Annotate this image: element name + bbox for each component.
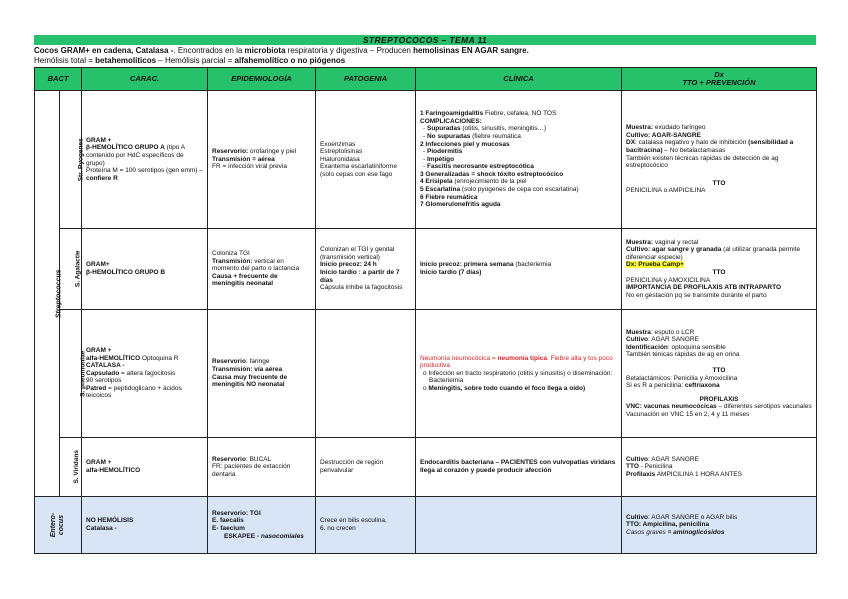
epid-line xyxy=(212,525,311,533)
carac-note: Proteína M = 100 serotipos (gen emm) – xyxy=(86,167,203,175)
dx-line xyxy=(626,529,812,537)
dx-text: PENICILINA y AMOXICILINA xyxy=(626,276,711,284)
clin-text-red: Neumonía neumocócica = xyxy=(420,354,498,362)
clin-item xyxy=(426,148,617,156)
epid-line xyxy=(212,456,311,464)
epid-bold: Transmisión: vía aérea xyxy=(212,365,283,373)
pato-viridans xyxy=(316,438,416,497)
clin-item xyxy=(426,163,617,171)
pato-text: Crece en bilis esculina, xyxy=(320,517,387,525)
dx-text: : catalasa negativo y halo de inhibición xyxy=(635,139,749,147)
bact-name: S. Viridans xyxy=(72,450,80,484)
clin-list xyxy=(420,370,617,393)
dx-italic: Casos graves xyxy=(626,528,666,536)
dx-line xyxy=(626,139,812,154)
clin-bold: Endocarditis bacteriana – PACIENTES xyxy=(420,459,538,467)
carac-gram: GRAM + xyxy=(86,459,112,467)
dx-line xyxy=(626,344,812,352)
epid-bold: E- faecium xyxy=(212,525,245,532)
bact-name: S. pneumoniae xyxy=(79,350,87,397)
dx-bold: Cultivo xyxy=(626,513,649,521)
epid-bold-italic: nasocomiales xyxy=(260,532,304,540)
dx-line xyxy=(626,463,812,471)
dx-line xyxy=(626,261,812,269)
epid-bold: Reservorio: TGI xyxy=(212,509,261,517)
epid-text: FR = infección viral previa xyxy=(212,163,287,171)
bact-name: Str. Pyogenes xyxy=(77,138,85,181)
dx-agalactiae xyxy=(622,229,817,310)
dx-line xyxy=(626,284,812,292)
dx-viridans xyxy=(622,438,817,497)
carac-line xyxy=(86,385,203,400)
carac-gram: GRAM + xyxy=(86,346,112,354)
dx-entero xyxy=(622,497,817,554)
epid-text: : faringe xyxy=(245,358,270,366)
clin-bold: COMPLICACIONES: xyxy=(420,117,482,125)
pato-text: Hialuronidasa xyxy=(320,155,360,163)
header-row xyxy=(35,68,817,91)
clin-text: (fiebre reumática xyxy=(470,132,521,140)
carac-bold: NO HEMÓLISIS xyxy=(86,517,134,525)
clin-item xyxy=(429,385,617,393)
clin-line xyxy=(420,186,617,194)
carac-viridans xyxy=(82,438,208,497)
clin-pyogenes xyxy=(416,91,622,229)
clin-bold: 1 Faringoamigdalitis xyxy=(420,110,484,118)
row-pneumoniae xyxy=(35,310,817,438)
clin-item xyxy=(426,125,617,133)
dx-bold: DX xyxy=(626,139,636,147)
pato-pneumoniae xyxy=(316,310,416,438)
carac-note: = peptidoglicano + ácidos teicoicos xyxy=(86,384,182,400)
group-label: Streptococcus xyxy=(55,269,63,318)
dx-text: También existen técnicas rápidas de detección de ag estreptocócico xyxy=(626,154,779,170)
group-label: Entero-cocus xyxy=(50,512,65,538)
epid-pneumoniae xyxy=(208,310,316,438)
dx-tto-heading: TTO xyxy=(712,269,726,276)
dx-bold: Muestra xyxy=(626,328,651,336)
pato-bold: Inicio tardío : a partir de 7 días xyxy=(320,269,400,284)
dx-text: : AGAR SANGRE o AGAR bilis xyxy=(648,513,738,521)
clin-item xyxy=(426,132,617,141)
pato-text: Cápsula inhibe la fagocitosis xyxy=(320,284,403,292)
clin-line xyxy=(420,171,617,179)
intro-text: – Hemólisis parcial = xyxy=(156,56,235,65)
dx-tto-heading: TTO xyxy=(712,366,726,374)
clin-line xyxy=(420,110,617,118)
clin-line xyxy=(420,269,617,277)
pato-text: Destrucción de región perivalvular xyxy=(320,459,384,474)
intro-text-bold: alfahemolítico o no piógenos xyxy=(234,56,346,65)
clin-text: (solo pyogenes de cepa con escarlatina) xyxy=(460,186,579,194)
epid-agalactiae xyxy=(208,229,316,310)
clin-text: Fiebre, cefalea, NO TOS xyxy=(483,110,557,118)
clin-bold: Inicio tardío (7 días) xyxy=(420,269,482,276)
epid-bold: Reservorio: xyxy=(212,148,249,156)
pato-line xyxy=(320,269,411,284)
clin-line xyxy=(420,118,617,126)
dx-bold-italic: = aminoglicósidos xyxy=(665,528,725,536)
carac-hemolysis: alfa-HEMOLÍTICO xyxy=(86,467,141,474)
carac-line xyxy=(86,261,203,269)
dx-text: : optoquina sensible xyxy=(667,343,726,351)
epid-line xyxy=(212,374,311,389)
pato-text: Exantema escarlatiniforme (solo cepas con ese fago xyxy=(320,163,397,178)
epid-viridans xyxy=(208,438,316,497)
dx-bold: Muestra: xyxy=(626,124,654,132)
clin-bold: 6 Fiebre reumática xyxy=(420,193,478,201)
dx-line xyxy=(626,336,812,344)
carac-bold: CATALASA - xyxy=(86,362,125,370)
epid-line xyxy=(212,156,311,164)
bact-name: S. Agalactie xyxy=(74,250,82,288)
clin-line xyxy=(420,201,617,209)
clin-line xyxy=(420,141,617,149)
dx-line xyxy=(626,456,812,464)
epid-line xyxy=(212,258,311,273)
epid-bold: Reservorio xyxy=(212,358,246,366)
epid-bold: E. faecalis xyxy=(212,517,244,525)
intro-text-bold: microbiota xyxy=(244,46,286,55)
clin-list xyxy=(420,148,617,171)
carac-line xyxy=(86,167,203,182)
dx-bold: IMPORTANCIA DE PROFILAXIS ATB INTRAPARTO xyxy=(626,284,782,292)
dx-text: – No betalactamasas xyxy=(662,146,726,154)
header-dx-line-1: Dx xyxy=(714,69,724,79)
clin-bold: Meningitis, sobre todo cuando el foco llega a oído) xyxy=(428,384,586,392)
intro-line-2 xyxy=(34,56,824,66)
carac-bold: confiere R xyxy=(86,174,118,182)
pato-text: Exoenzimas xyxy=(320,140,356,148)
dx-spacer xyxy=(626,170,812,180)
epid-text: FR: pacientes de extacción dentaria xyxy=(212,463,291,478)
carac-line xyxy=(86,370,203,378)
carac-line xyxy=(86,347,203,355)
pato-text: Estreptolisinas xyxy=(320,148,363,156)
epid-bold: Causa muy frecuente de meningitis NO neonatal xyxy=(212,373,288,389)
group-streptococcus xyxy=(35,91,63,497)
epid-line xyxy=(212,148,311,156)
clin-bold: Supuradas xyxy=(426,125,461,133)
dx-line xyxy=(626,514,812,522)
header-clin: CLÍNICA xyxy=(416,68,622,91)
epid-line xyxy=(212,273,311,288)
dx-bold: Muestra: xyxy=(626,238,654,246)
epid-line xyxy=(212,366,311,374)
dx-bold: Profilaxis xyxy=(626,470,656,478)
dx-line xyxy=(626,471,812,479)
carac-note: = altera fagocitosis xyxy=(119,369,176,377)
header-pato: PATOGENIA xyxy=(316,68,416,91)
clin-bold: Inicio precoz: primera semana xyxy=(420,261,514,269)
dx-text: – diferentes serotipos vacunales xyxy=(716,403,812,411)
dx-pyogenes xyxy=(622,91,817,229)
carac-line xyxy=(86,467,203,475)
dx-line xyxy=(626,124,812,132)
dx-text: vaginal y rectal xyxy=(653,238,699,246)
dx-line xyxy=(626,396,812,404)
dx-bold: Cultivo: agar sangre y granada xyxy=(626,246,722,254)
clin-bold: 3 Generalizadas = shock tóxito estreptocócico xyxy=(420,170,564,178)
summary-table xyxy=(34,67,817,554)
epid-text: vertical en momento del parto o lactancia xyxy=(212,257,300,273)
carac-note: 90 serotipos xyxy=(86,377,122,385)
intro-text: respiratoria y digestiva – Producen xyxy=(285,46,414,55)
carac-hemolysis: alfa-HEMOLÍTICO xyxy=(86,354,141,362)
clin-text: (bacteriemia xyxy=(513,261,552,269)
clin-bold: 7 Glomerulonefritis aguda xyxy=(420,201,501,209)
dx-text: Vacunación en VNC 15 en 2, 4 y 11 meses xyxy=(626,410,750,418)
bact-pyogenes xyxy=(60,91,85,229)
pato-text: 6. no crecen xyxy=(320,525,356,532)
epid-line xyxy=(212,358,311,366)
carac-gram: GRAM+ xyxy=(86,261,110,269)
pato-text: Colonizan el TGI y genital (transmisión vertical) xyxy=(320,246,395,261)
clin-line xyxy=(420,459,617,474)
row-viridans xyxy=(35,438,817,497)
carac-line xyxy=(86,269,203,277)
clin-item: o Infección en tracto respiratorio (otitis y sinusitis) o diseminación: Bacteriemia xyxy=(429,370,617,385)
dx-text: No en gestación pq se transmite durante el parto xyxy=(626,291,767,299)
epid-bold: Transmisión = aérea xyxy=(212,155,275,163)
clin-line xyxy=(420,194,617,202)
epid-text: : BUCAL xyxy=(245,455,272,463)
row-pyogenes xyxy=(35,91,817,229)
page-title: STREPTOCOCOS – TEMA 11 xyxy=(34,35,816,45)
dx-text: También ténicas rápidas de ag en orina xyxy=(626,351,740,359)
clin-bold: Fascitis necrosante estreptocótica xyxy=(426,163,534,171)
carac-entero xyxy=(82,497,208,554)
group-enterococcus xyxy=(35,497,82,554)
pato-agalactiae xyxy=(316,229,416,310)
pato-line xyxy=(320,261,411,269)
carac-bold: Catalasa - xyxy=(86,525,117,532)
clin-line xyxy=(420,178,617,186)
clin-viridans xyxy=(416,438,622,497)
intro-text: Hemólisis total = xyxy=(34,56,96,65)
clin-agalactiae xyxy=(416,229,622,310)
clin-pneumoniae xyxy=(416,310,622,438)
dx-bold: VNC: vacunas neumocócicas xyxy=(626,403,717,411)
row-enterococcus xyxy=(35,497,817,554)
dx-line xyxy=(626,246,812,261)
clin-bold: 4 Erisipela xyxy=(420,178,453,186)
carac-line xyxy=(86,525,203,533)
epid-entero xyxy=(208,497,316,554)
dx-bold: Cultivo xyxy=(626,336,649,344)
intro-text xyxy=(34,46,824,66)
intro-text: . Encontrados en la xyxy=(173,46,245,55)
dx-bold: ceftriaxona xyxy=(684,382,720,390)
dx-bold: AGAR-SANGRE xyxy=(650,131,701,139)
carac-pneumoniae xyxy=(82,310,208,438)
carac-line xyxy=(86,362,203,370)
intro-text-bold: hemolisinas EN AGAR sangre. xyxy=(413,46,529,55)
dx-bold: TTO xyxy=(626,463,639,471)
carac-note: Optoquina R xyxy=(140,354,179,362)
pato-pyogenes xyxy=(316,91,416,229)
dx-text: Betalactámicos: Penicilia y Amoxicilina xyxy=(626,374,738,382)
dx-line xyxy=(626,329,812,337)
bact-viridans xyxy=(60,438,82,497)
dx-line xyxy=(626,382,812,390)
dx-text: AMPICILINA 1 HORA ANTES xyxy=(655,470,742,478)
intro-text-bold: Cocos GRAM+ en cadena, Catalasa - xyxy=(34,46,174,55)
dx-tto-heading: TTO xyxy=(712,179,726,187)
epid-bold: Transmisión: xyxy=(212,257,253,265)
carac-hemolysis: β-HEMOLÍTICO GRUPO A xyxy=(86,144,165,152)
epid-line xyxy=(212,517,311,525)
header-dx xyxy=(622,68,817,91)
carac-line xyxy=(86,459,203,467)
epid-bold: Reservorio xyxy=(212,455,246,463)
clin-bold: con vulvopatías viridans llega al corazón y puede producir afección xyxy=(420,459,616,474)
dx-spacer xyxy=(626,359,812,367)
header-carac: CARAC. xyxy=(82,68,208,91)
dx-pneumoniae xyxy=(622,310,817,438)
dx-line xyxy=(626,521,812,529)
clin-bold: No supuradas xyxy=(426,132,471,140)
dx-bold: Cultivo xyxy=(626,455,649,463)
clin-line xyxy=(420,355,617,370)
dx-line xyxy=(626,239,812,247)
carac-line xyxy=(86,355,203,363)
pato-entero xyxy=(316,497,416,554)
dx-text: : AGAR SANGRE xyxy=(648,336,699,344)
carac-bold: Patred xyxy=(86,384,107,392)
carac-line xyxy=(86,144,203,167)
dx-bold: TTO: Ampicilina, penicilina xyxy=(626,521,710,529)
carac-note: (tipo A contenido por HdC específicos de grupo) xyxy=(86,144,185,167)
dx-profilaxis-heading: PROFILAXIS xyxy=(699,395,739,403)
header-dx-line-2: TTO + PREVENCIÓN xyxy=(682,78,756,87)
header-epid: EPIDEMIOLOGÍA xyxy=(208,68,316,91)
dx-bold: (sensibilidad a bacitracina) xyxy=(626,139,794,154)
intro-line-1 xyxy=(34,46,824,56)
clin-bold: 2 Infecciones piel y mucosas xyxy=(420,140,510,148)
dx-line xyxy=(626,180,812,188)
row-agalactiae xyxy=(35,229,817,310)
clin-entero xyxy=(416,497,622,554)
clin-list xyxy=(420,125,617,140)
epid-bold: ESKAPEE - xyxy=(224,532,261,540)
dx-bold: Cultivo: xyxy=(626,131,651,139)
dx-line xyxy=(626,269,812,277)
carac-bold: Capsulado xyxy=(86,369,120,377)
dx-text: : AGAR SANGRE xyxy=(648,455,699,463)
epid-line xyxy=(212,510,311,518)
epid-bold: Causa + frecuente de meningitis neonatal xyxy=(212,272,278,288)
header-bact: BACT xyxy=(35,68,82,91)
carac-agalactiae xyxy=(82,229,208,310)
dx-text: (al utilizar granada permite diferenciar especie) xyxy=(626,246,801,261)
clin-bold: Impétigo xyxy=(426,155,455,163)
dx-bold: Identificación xyxy=(626,343,668,351)
clin-item xyxy=(426,155,617,164)
clin-text: (enrojecimiento de la piel xyxy=(452,178,527,186)
dx-line xyxy=(626,132,812,140)
dx-line xyxy=(626,367,812,375)
dx-line xyxy=(626,403,812,411)
carac-pyogenes xyxy=(82,91,208,229)
clin-text: (otitis, sinusitis, meningitis…) xyxy=(460,125,547,133)
pato-bold: Inicio precoz: 24 h xyxy=(320,261,377,269)
clin-bold: 5 Escarlatina xyxy=(420,186,461,194)
clin-bold: Piodermitis xyxy=(426,148,463,156)
epid-text: Coloniza TGI xyxy=(212,250,250,258)
dx-text: PENICILINA o AMPICILINA xyxy=(626,187,706,195)
carac-line xyxy=(86,517,203,525)
dx-text: Si es R a penicilina: xyxy=(626,382,685,390)
clin-bold-red: neumonía típica xyxy=(497,354,547,362)
clin-text-red: : Fiebre alta y tos poco productiva xyxy=(420,354,613,370)
carac-gram: GRAM + xyxy=(86,136,112,144)
dx-text: exudado faríngeo xyxy=(653,124,706,132)
dx-highlight: Dx: Prueba Camp+ xyxy=(626,261,684,269)
bact-pneumoniae xyxy=(60,310,87,438)
epid-pyogenes xyxy=(208,91,316,229)
epid-line xyxy=(212,533,311,541)
dx-text: - Penicilina xyxy=(638,463,673,471)
dx-text: : esputo o LCR xyxy=(650,328,695,336)
carac-hemolysis: β-HEMOLÍTICO GRUPO B xyxy=(86,269,166,276)
epid-text: orofaringe y piel xyxy=(248,148,297,156)
clin-line xyxy=(420,261,617,269)
intro-text-bold: betahemolíticos xyxy=(95,56,157,65)
